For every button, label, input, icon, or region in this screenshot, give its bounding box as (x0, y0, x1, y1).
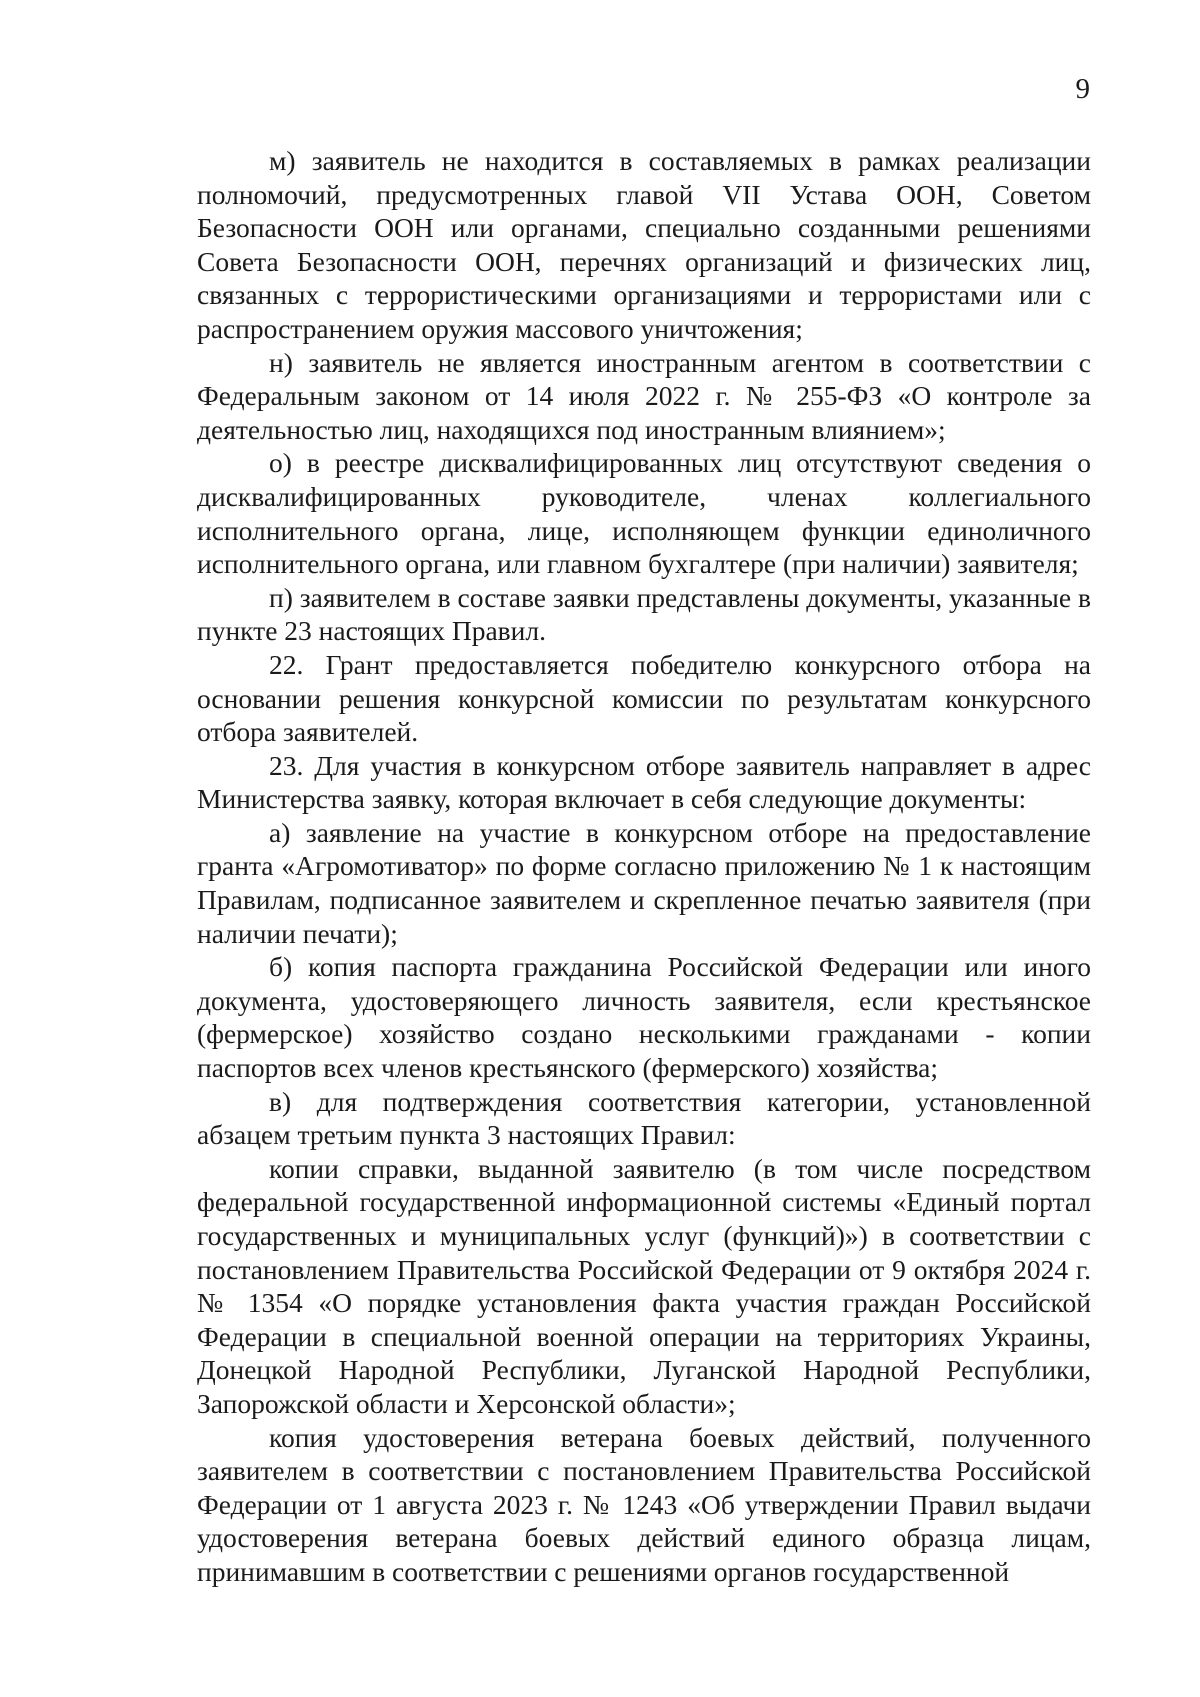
paragraph-item-n: н) заявитель не является иностранным агентом в соответствии с Федеральным законом от 14 июля 2022 г. № 255-ФЗ «О контроле за деятельностью лиц, находящихся под иностранным влиянием»; (197, 346, 1091, 445)
paragraph-item-b: б) копия паспорта гражданина Российской Федерации или иного документа, удостоверяющего личность заявителя, если крестьянское (фермерское) хозяйство создано несколькими гражданами - копии паспортов всех членов крестьянского (фермерского) хозяйства; (197, 951, 1091, 1084)
paragraph-item-o: о) в реестре дисквалифицированных лиц отсутствуют сведения о дисквалифицированных руководителе, членах коллегиального исполнительного органа, лице, исполняющем функции единоличного исполнительного органа, или главном бухгалтере (при наличии) заявителя; (197, 447, 1091, 580)
paragraph-item-v: в) для подтверждения соответствия категории, установленной абзацем третьим пункта 3 настоящих Правил: (197, 1085, 1091, 1151)
paragraph-certificate-copies: копии справки, выданной заявителю (в том числе посредством федеральной государственной информационной системы «Единый портал государственных и муниципальных услуг (функций)») в соответствии с постановлением Правительства Российской Федерации от 9 октября 2024 г. № 1354 «О порядке установления факта участия граждан Российской Федерации в специальной военной операции на территориях Украины, Донецкой Народной Республики, Луганской Народной Республики, Запорожской области и Херсонской области»; (197, 1152, 1091, 1419)
paragraph-clause-23: 23. Для участия в конкурсном отборе заявитель направляет в адрес Министерства заявку, которая включает в себя следующие документы: (197, 749, 1091, 815)
paragraph-veteran-certificate: копия удостоверения ветерана боевых действий, полученного заявителем в соответствии с постановлением Правительства Российской Федерации от 1 августа 2023 г. № 1243 «Об утверждении Правил выдачи удостоверения ветерана боевых действий единого образца лицам, принимавшим в соответствии с решениями органов государственной (197, 1421, 1091, 1587)
page-number: 9 (1075, 73, 1090, 105)
paragraph-item-p: п) заявителем в составе заявки представлены документы, указанные в пункте 23 настоящих Правил. (197, 581, 1091, 647)
paragraph-item-m: м) заявитель не находится в составляемых в рамках реализации полномочий, предусмотренных главой VII Устава ООН, Советом Безопасности ООН или органами, специально созданными решениями Совета Безопасности ООН, перечнях организаций и физических лиц, связанных с террористическими организациями и террористами или с распространением оружия массового уничтожения; (197, 145, 1091, 344)
document-body (197, 144, 1091, 1589)
paragraph-item-a: а) заявление на участие в конкурсном отборе на предоставление гранта «Агромотиватор» по форме согласно приложению № 1 к настоящим Правилам, подписанное заявителем и скрепленное печатью заявителя (при наличии печати); (197, 816, 1091, 949)
paragraph-clause-22: 22. Грант предоставляется победителю конкурсного отбора на основании решения конкурсной комиссии по результатам конкурсного отбора заявителей. (197, 648, 1091, 748)
